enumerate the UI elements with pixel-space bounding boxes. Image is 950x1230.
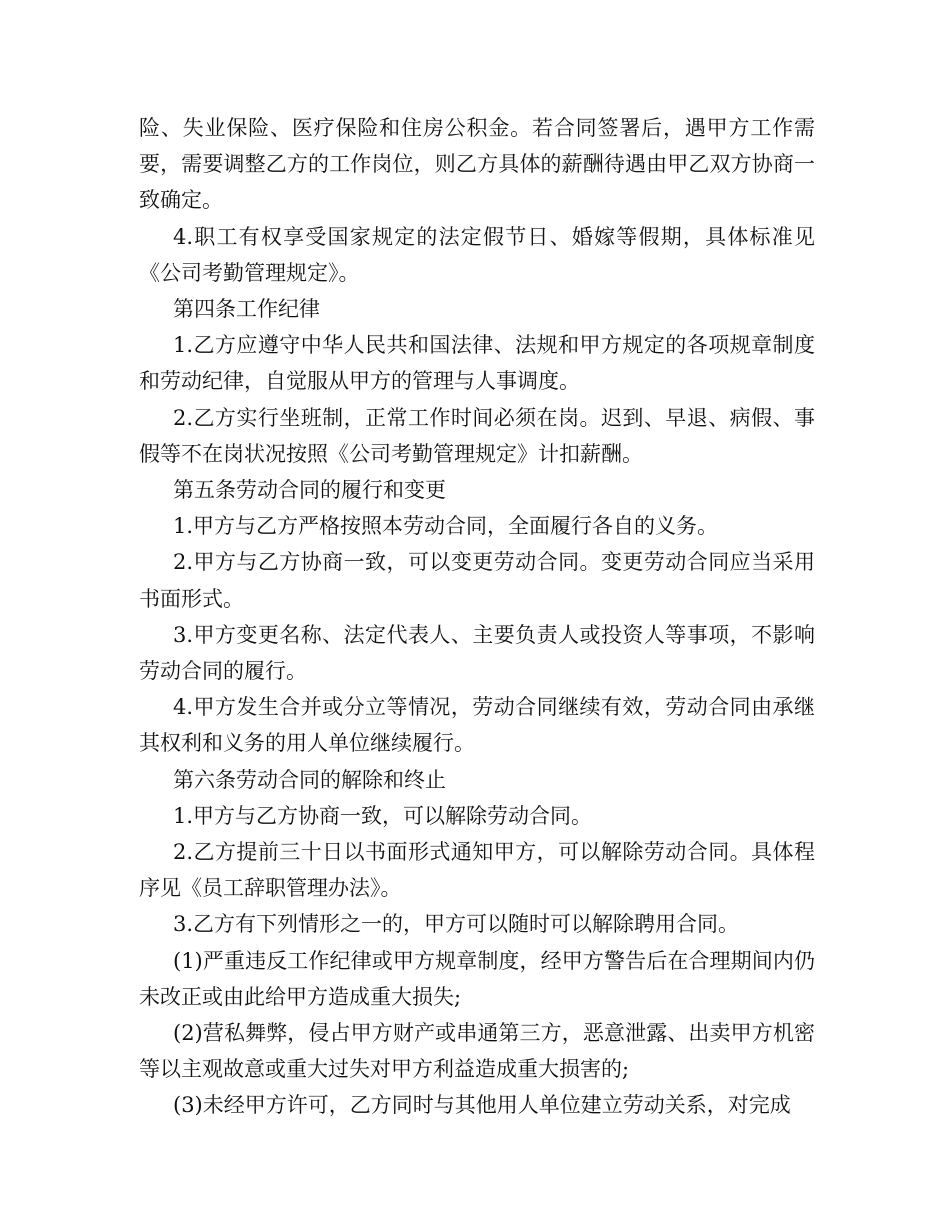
paragraph: 3.乙方有下列情形之一的，甲方可以随时可以解除聘用合同。 (173, 912, 740, 937)
document-body (139, 110, 815, 1124)
paragraph: 1.甲方与乙方严格按照本劳动合同，全面履行各自的义务。 (173, 514, 719, 539)
list-item: (3)未经甲方许可，乙方同时与其他用人单位建立劳动关系，对完成 (173, 1093, 791, 1118)
paragraph: 1.乙方应遵守中华人民共和国法律、法规和甲方规定的各项规章制度和劳动纪律，自觉服从甲方的管理与人事调度。 (139, 333, 815, 394)
paragraph: 2.乙方实行坐班制，正常工作时间必须在岗。迟到、早退、病假、事假等不在岗状况按照《公司考勤管理规定》计扣薪酬。 (139, 405, 815, 466)
paragraph: 4.职工有权享受国家规定的法定假节日、婚嫁等假期，具体标准见《公司考勤管理规定》。 (139, 224, 815, 285)
paragraph: 2.乙方提前三十日以书面形式通知甲方，可以解除劳动合同。具体程序见《员工辞职管理办法》。 (139, 840, 815, 901)
list-item: (2)营私舞弊，侵占甲方财产或串通第三方，恶意泄露、出卖甲方机密等以主观故意或重大过失对甲方利益造成重大损害的; (139, 1021, 815, 1082)
list-item: (1)严重违反工作纪律或甲方规章制度，经甲方警告后在合理期间内仍未改正或由此给甲方造成重大损失; (139, 948, 815, 1009)
paragraph: 2.甲方与乙方协商一致，可以变更劳动合同。变更劳动合同应当采用书面形式。 (139, 550, 815, 611)
section-heading: 第四条工作纪律 (173, 297, 320, 322)
paragraph: 3.甲方变更名称、法定代表人、主要负责人或投资人等事项，不影响劳动合同的履行。 (139, 622, 815, 684)
paragraph: 险、失业保险、医疗保险和住房公积金。若合同签署后，遇甲方工作需要，需要调整乙方的工作岗位，则乙方具体的薪酬待遇由甲乙双方协商一致确定。 (139, 116, 815, 213)
paragraph: 4.甲方发生合并或分立等情况，劳动合同继续有效，劳动合同由承继其权利和义务的用人单位继续履行。 (139, 695, 815, 756)
section-heading: 第六条劳动合同的解除和终止 (173, 767, 446, 792)
section-heading: 第五条劳动合同的履行和变更 (173, 478, 446, 503)
paragraph: 1.甲方与乙方协商一致，可以解除劳动合同。 (173, 803, 593, 828)
